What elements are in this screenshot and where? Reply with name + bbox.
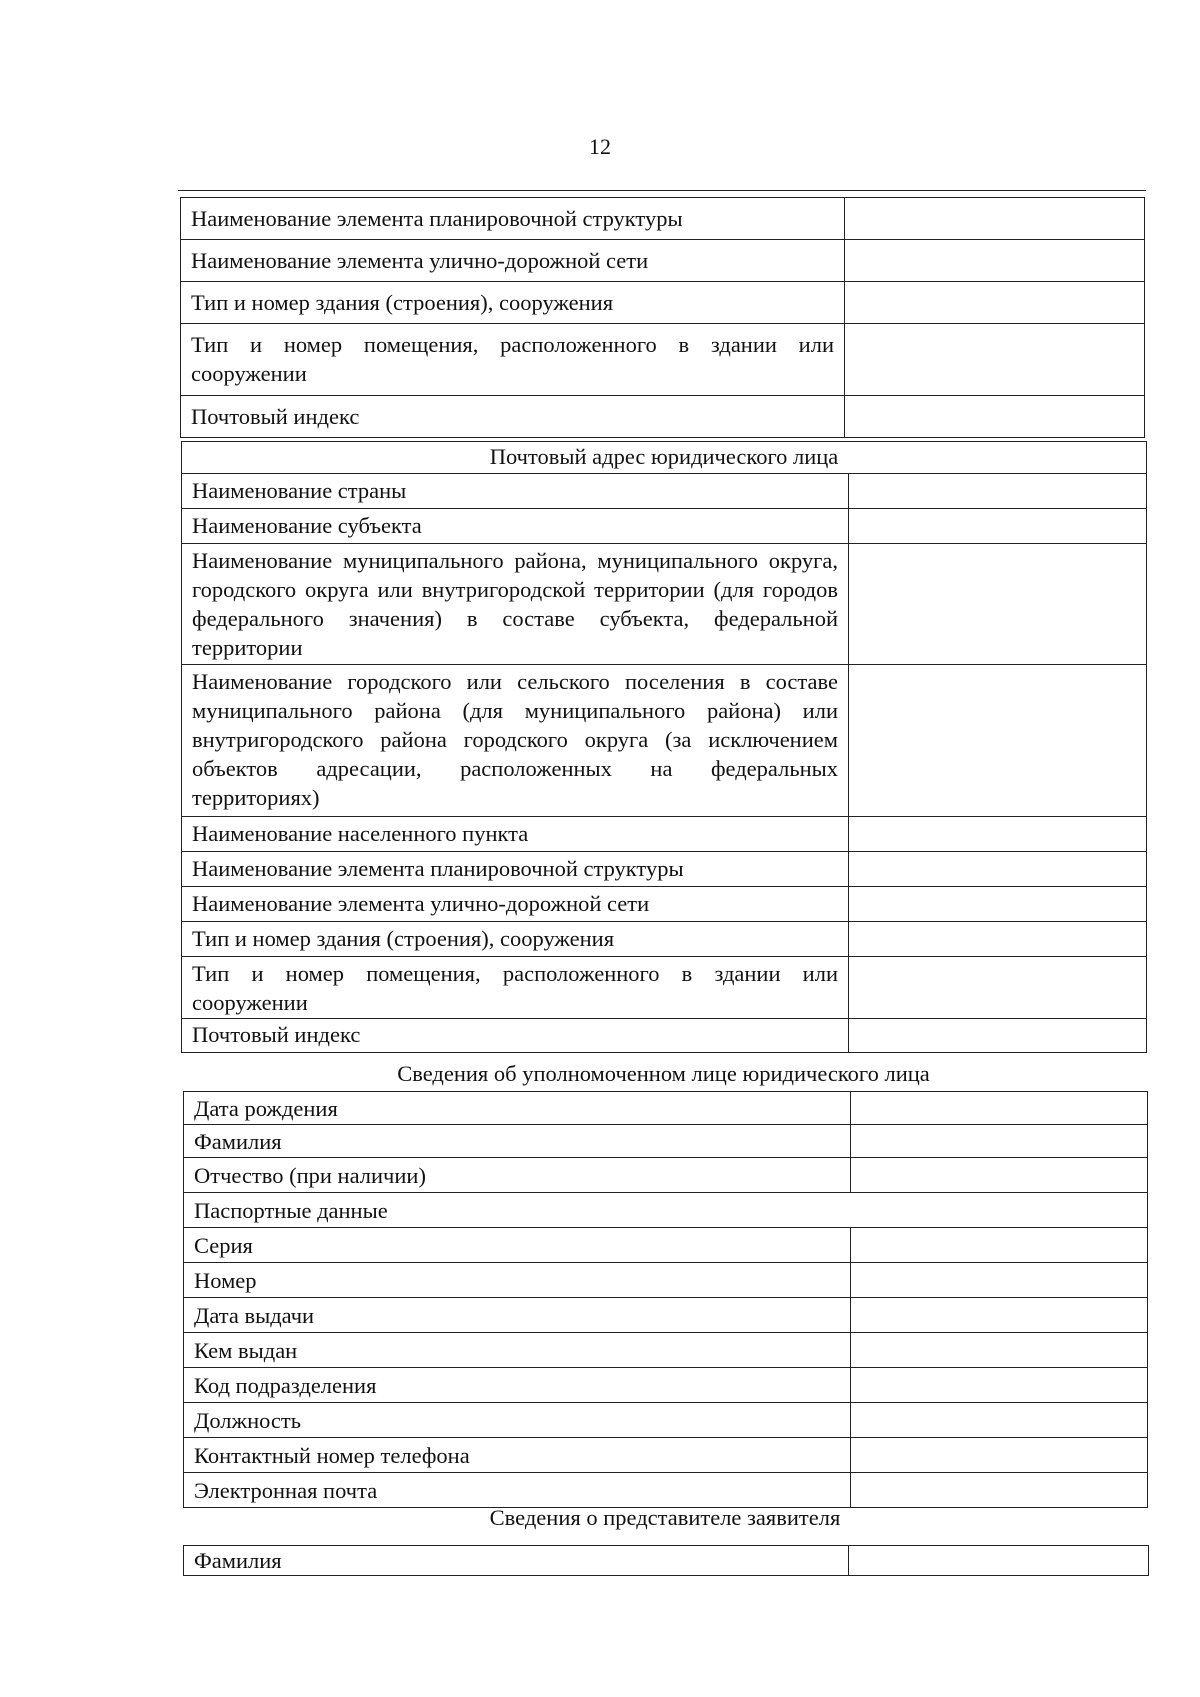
row-label: Электронная почта xyxy=(184,1473,851,1508)
table-row xyxy=(181,198,1145,240)
value-field[interactable] xyxy=(849,509,1147,544)
section-row xyxy=(182,442,1147,474)
row-label: Наименование субъекта xyxy=(182,509,849,544)
value-field[interactable] xyxy=(849,544,1147,665)
table-row xyxy=(184,1473,1148,1508)
value-field[interactable] xyxy=(851,1333,1148,1368)
table-row xyxy=(184,1263,1148,1298)
value-field[interactable] xyxy=(845,324,1145,396)
value-field[interactable] xyxy=(845,282,1145,324)
row-label: Серия xyxy=(184,1228,851,1263)
table-row xyxy=(182,509,1147,544)
value-field[interactable] xyxy=(849,852,1147,887)
table-row xyxy=(182,852,1147,887)
table-row xyxy=(184,1228,1148,1263)
row-label: Контактный номер телефона xyxy=(184,1438,851,1473)
row-label: Тип и номер помещения, расположенного в здании или сооружении xyxy=(181,324,845,396)
table-row xyxy=(181,240,1145,282)
table-row xyxy=(182,474,1147,509)
postal-address-table xyxy=(181,441,1147,1053)
top-divider xyxy=(178,190,1146,191)
value-field[interactable] xyxy=(851,1438,1148,1473)
row-label: Наименование элемента улично-дорожной сети xyxy=(181,240,845,282)
row-label: Наименование элемента планировочной структуры xyxy=(182,852,849,887)
row-label: Наименование городского или сельского поселения в составе муниципального района (для муниципального района) или внутригородского района городского округа (за исключением объектов адресации, расположенных на федеральных территориях) xyxy=(182,665,849,817)
table-row xyxy=(184,1368,1148,1403)
table-row xyxy=(182,544,1147,665)
section-title: Почтовый адрес юридического лица xyxy=(182,442,1147,474)
table-row xyxy=(182,887,1147,922)
value-field[interactable] xyxy=(849,922,1147,957)
table-row xyxy=(182,957,1147,1019)
row-label: Код подразделения xyxy=(184,1368,851,1403)
table-row xyxy=(182,665,1147,817)
row-label: Фамилия xyxy=(184,1546,849,1576)
row-label: Наименование страны xyxy=(182,474,849,509)
row-label: Кем выдан xyxy=(184,1333,851,1368)
table-row xyxy=(184,1438,1148,1473)
page-number: 12 xyxy=(589,134,611,159)
value-field[interactable] xyxy=(851,1228,1148,1263)
row-label: Дата выдачи xyxy=(184,1298,851,1333)
value-field[interactable] xyxy=(849,665,1147,817)
value-field[interactable] xyxy=(851,1298,1148,1333)
authorized-person-table xyxy=(183,1091,1148,1508)
value-field[interactable] xyxy=(845,240,1145,282)
row-label: Тип и номер здания (строения), сооружения xyxy=(182,922,849,957)
row-label: Наименование муниципального района, муниципального округа, городского округа или внутригородской территории (для городов федерального значения) в составе субъекта, федеральной территории xyxy=(182,544,849,665)
table-row xyxy=(184,1125,1148,1158)
table-row xyxy=(181,324,1145,396)
value-field[interactable] xyxy=(849,1546,1149,1576)
value-field[interactable] xyxy=(849,474,1147,509)
row-label: Тип и номер здания (строения), сооружения xyxy=(181,282,845,324)
value-field[interactable] xyxy=(851,1473,1148,1508)
table-row xyxy=(184,1298,1148,1333)
value-field[interactable] xyxy=(851,1092,1148,1125)
row-label: Дата рождения xyxy=(184,1092,851,1125)
value-field[interactable] xyxy=(851,1403,1148,1438)
representative-heading: Сведения о представителе заявителя xyxy=(489,1505,841,1530)
row-label: Должность xyxy=(184,1403,851,1438)
representative-table xyxy=(183,1545,1149,1576)
table-row xyxy=(184,1092,1148,1125)
table-row xyxy=(182,1019,1147,1053)
row-label: Наименование элемента улично-дорожной сети xyxy=(182,887,849,922)
row-label: Фамилия xyxy=(184,1125,851,1158)
table-row xyxy=(184,1403,1148,1438)
table-row xyxy=(181,282,1145,324)
value-field[interactable] xyxy=(849,957,1147,1019)
table-row xyxy=(181,396,1145,438)
value-field[interactable] xyxy=(849,887,1147,922)
value-field[interactable] xyxy=(851,1158,1148,1193)
value-field[interactable] xyxy=(851,1125,1148,1158)
row-label: Почтовый индекс xyxy=(181,396,845,438)
value-field[interactable] xyxy=(849,817,1147,852)
table-row xyxy=(182,817,1147,852)
value-field[interactable] xyxy=(851,1368,1148,1403)
authorized-person-heading: Сведения об уполномоченном лице юридического лица xyxy=(397,1061,930,1086)
address-table-continued xyxy=(180,197,1145,438)
value-field[interactable] xyxy=(845,198,1145,240)
section-row xyxy=(184,1193,1148,1228)
row-label: Наименование элемента планировочной структуры xyxy=(181,198,845,240)
row-label: Почтовый индекс xyxy=(182,1019,849,1053)
row-label: Отчество (при наличии) xyxy=(184,1158,851,1193)
table-row xyxy=(184,1546,1149,1576)
row-label: Номер xyxy=(184,1263,851,1298)
row-label: Наименование населенного пункта xyxy=(182,817,849,852)
value-field[interactable] xyxy=(845,396,1145,438)
table-row xyxy=(182,922,1147,957)
value-field[interactable] xyxy=(849,1019,1147,1053)
table-row xyxy=(184,1158,1148,1193)
table-row xyxy=(184,1333,1148,1368)
value-field[interactable] xyxy=(851,1263,1148,1298)
passport-data-label: Паспортные данные xyxy=(184,1193,1148,1228)
row-label: Тип и номер помещения, расположенного в здании или сооружении xyxy=(182,957,849,1019)
